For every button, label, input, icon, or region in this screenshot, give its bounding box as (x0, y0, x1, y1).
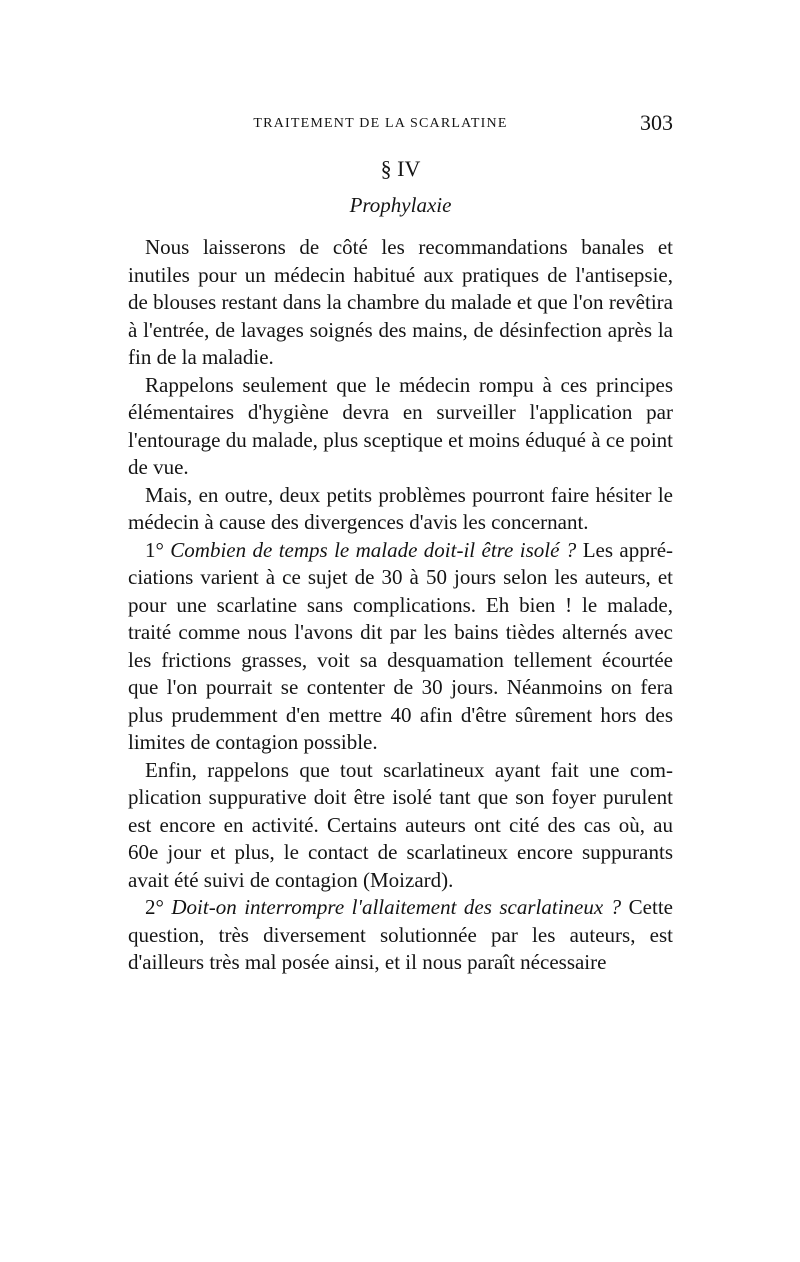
paragraph-breastfeeding (128, 894, 673, 977)
page-number: 303 (640, 110, 673, 135)
item-number-1: 1° (145, 537, 164, 562)
running-header (128, 108, 673, 142)
paragraph-suppurative-complication: Enfin, rappelons que tout scarlatineux ayant fait une complication suppurative doit être isolé tant que son foyer purulent est encore en activité. Certains auteurs ont cité des cas où, au 60e jour et plus, le contact de scarlatineux encore suppurants avait été suivi de contagion (Moizard). (128, 757, 673, 892)
breastfeeding-question: Doit-on interrompre l'allaitement des scarlatineux ? (171, 895, 622, 919)
paragraph-two-problems: Mais, en outre, deux petits problèmes pourront faire hésiter le médecin à cause des divergences d'avis les concernant. (128, 482, 673, 534)
item-number-2: 2° (145, 895, 164, 919)
body-text (128, 234, 673, 977)
paragraph-hygiene-principles: Rappelons seulement que le médecin rompu à ces principes élémentaires d'hygiène devra en surveiller l'application par l'entourage du malade, plus sceptique et moins éduqué à ce point de vue. (128, 372, 673, 479)
running-title: TRAITEMENT DE LA SCARLATINE (253, 116, 508, 131)
isolation-answer: Les appréciations varient à ce sujet de 30 à 50 jours selon les auteurs, et pour une scarlatine sans complications. Eh bien ! le malade, traité comme nous l'avons dit par les bains tièdes alternés avec les frictions grasses, voit sa desquamation tellement écourtée que l'on pourrait se contenter de 30 jours. Néanmoins on fera plus prudemment d'en mettre 40 afin d'être sûrement hors des limites de contagion possible. (128, 537, 674, 754)
section-number: § IV (380, 156, 421, 181)
book-page (128, 108, 673, 977)
isolation-question: Combien de temps le malade doit-il être isolé ? (170, 537, 577, 562)
paragraph-recommendations: Nous laisserons de côté les recommandations banales et inutiles pour un médecin habitué aux pratiques de l'antisepsie, de blouses restant dans la chambre du malade et que l'on revêtira à l'entrée, de lavages soignés des mains, de désinfection après la fin de la maladie. (128, 235, 673, 369)
section-title: Prophylaxie (349, 193, 452, 217)
breastfeeding-answer: Cette question, très diversement solutionnée par les auteurs, est d'ailleurs très mal posée ainsi, et il nous paraît nécessaire (128, 895, 673, 974)
paragraph-isolation-duration (128, 537, 673, 757)
